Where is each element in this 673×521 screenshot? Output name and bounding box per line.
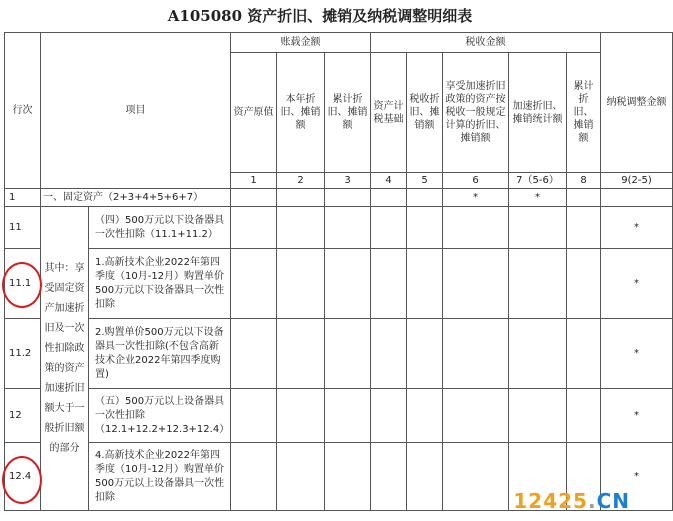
table-row (5, 189, 673, 207)
row-number: 12 (5, 389, 41, 443)
col-7-cell: * (509, 189, 567, 207)
col-7-cell (509, 207, 567, 249)
col-number-9: 9(2-5) (601, 173, 673, 189)
header-tax-amount: 税收金额 (371, 33, 601, 53)
adjust-cell: * (601, 389, 673, 443)
tax-table (4, 32, 673, 511)
col-6-cell (443, 389, 509, 443)
col-6-cell (443, 443, 509, 511)
col-7-cell (509, 389, 567, 443)
header-item: 项目 (41, 33, 231, 189)
red-circle-mark-row-11-1 (2, 262, 42, 308)
col-number-4: 4 (371, 173, 407, 189)
header-book-col-2: 本年折旧、摊销额 (277, 53, 325, 173)
row-number: 11 (5, 207, 41, 249)
row-item: 2.购置单价500万元以下设备器具一次性扣除(不包含高新技术企业2022年第四季度购置) (89, 319, 231, 389)
header-adjust-amount: 纳税调整金额 (601, 33, 673, 173)
row-item: （五）500万元以上设备器具一次性扣除（12.1+12.2+12.3+12.4） (89, 389, 231, 443)
adjust-cell: * (601, 319, 673, 389)
col-7-cell (509, 249, 567, 319)
col-number-5: 5 (407, 173, 443, 189)
table-row (5, 249, 673, 319)
adjust-cell: * (601, 443, 673, 511)
watermark-number: 12425 (513, 489, 588, 513)
red-circle-mark-row-12-4 (2, 456, 42, 504)
row-number: 1 (5, 189, 41, 207)
table-row (5, 207, 673, 249)
row-item: 4.高新技术企业2022年第四季度（10月-12月）购置单价500万元以上设备器具一次性扣除 (89, 443, 231, 511)
col-number-7: 7（5-6） (509, 173, 567, 189)
adjust-cell: * (601, 249, 673, 319)
header-tax-col-6: 享受加速折旧政策的资产按税收一般规定计算的折旧、摊销额 (443, 53, 509, 173)
col-number-1: 1 (231, 173, 277, 189)
row-number: 11.1 (5, 249, 41, 319)
col-7-cell (509, 319, 567, 389)
row-number: 12.4 (5, 443, 41, 511)
adjust-cell: * (601, 207, 673, 249)
col-6-cell (443, 319, 509, 389)
watermark-suffix: CN (596, 489, 630, 513)
col-number-2: 2 (277, 173, 325, 189)
header-tax-col-8: 累计折旧、摊销额 (567, 53, 601, 173)
row-item: （四）500万元以下设备器具一次性扣除（11.1+11.2） (89, 207, 231, 249)
header-tax-col-5: 税收折旧、摊销额 (407, 53, 443, 173)
header-book-col-1: 资产原值 (231, 53, 277, 173)
table-row (5, 389, 673, 443)
col-6-cell (443, 207, 509, 249)
col-number-6: 6 (443, 173, 509, 189)
group-label: 其中：享受固定资产加速折旧及一次性扣除政策的资产加速折旧额大于一般折旧额的部分 (41, 207, 89, 511)
row-item: 1.高新技术企业2022年第四季度（10月-12月）购置单价500万元以下设备器具一次性扣除 (89, 249, 231, 319)
table-row (5, 319, 673, 389)
col-number-8: 8 (567, 173, 601, 189)
col-6-cell: * (443, 189, 509, 207)
header-tax-col-7: 加速折旧、摊销统计额 (509, 53, 567, 173)
header-book-col-3: 累计折旧、摊销额 (325, 53, 371, 173)
col-number-3: 3 (325, 173, 371, 189)
header-tax-col-4: 资产计税基础 (371, 53, 407, 173)
col-6-cell (443, 249, 509, 319)
watermark-dot: . (587, 489, 597, 513)
adjust-cell (601, 189, 673, 207)
header-book-amount: 账载金额 (231, 33, 371, 53)
header-row-no: 行次 (5, 33, 41, 189)
row-number: 11.2 (5, 319, 41, 389)
row-item: 一、固定资产（2+3+4+5+6+7） (41, 189, 231, 207)
site-watermark (513, 489, 630, 513)
table-title: A105080 资产折旧、摊销及纳税调整明细表 (167, 7, 473, 25)
